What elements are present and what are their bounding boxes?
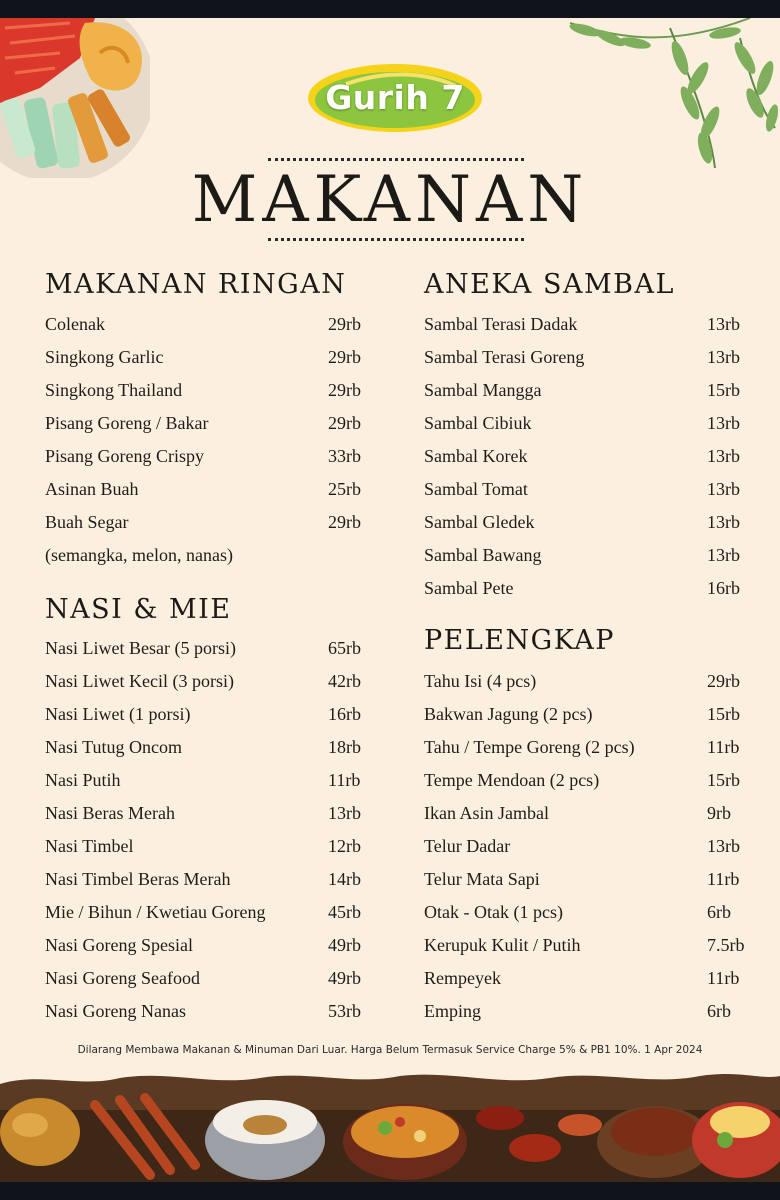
- list-item: Pisang Goreng Crispy 33rb: [45, 446, 361, 466]
- menu-page: [0, 18, 780, 1182]
- list-item: Nasi Timbel 12rb: [45, 836, 361, 856]
- list-item: Buah Segar 29rb: [45, 512, 361, 532]
- list-item: Tahu Isi (4 pcs) 29rb: [424, 671, 740, 691]
- list-item: Singkong Thailand 29rb: [45, 380, 361, 400]
- footer-note: Dilarang Membawa Makanan & Minuman Dari Luar. Harga Belum Termasuk Service Charge 5% & PB1 10%. 1 Apr 2024: [77, 1044, 703, 1056]
- list-item: Sambal Gledek 13rb: [424, 512, 740, 532]
- list-item: Sambal Bawang 13rb: [424, 545, 740, 565]
- section-title-makanan-ringan: MAKANAN RINGAN: [45, 269, 347, 300]
- list-item: Nasi Beras Merah 13rb: [45, 803, 361, 823]
- list-item: Bakwan Jagung (2 pcs) 15rb: [424, 704, 740, 724]
- list-item: Sambal Tomat 13rb: [424, 479, 740, 499]
- pelengkap-list: [424, 665, 764, 1028]
- aneka-sambal-list: [424, 308, 764, 605]
- makanan-ringan-list: [45, 308, 375, 572]
- list-item: Otak - Otak (1 pcs) 6rb: [424, 902, 731, 922]
- list-item: Nasi Liwet Besar (5 porsi) 65rb: [45, 638, 361, 658]
- list-item: Singkong Garlic 29rb: [45, 347, 361, 367]
- list-item: Tempe Mendoan (2 pcs) 15rb: [424, 770, 740, 790]
- list-item: Sambal Terasi Dadak 13rb: [424, 314, 740, 334]
- list-item: Sambal Terasi Goreng 13rb: [424, 347, 740, 367]
- list-item: (semangka, melon, nanas): [45, 545, 233, 565]
- list-item: Sambal Pete 16rb: [424, 578, 740, 598]
- list-item: Nasi Tutug Oncom 18rb: [45, 737, 361, 757]
- list-item: Emping 6rb: [424, 1001, 731, 1021]
- list-item: Kerupuk Kulit / Putih 7.5rb: [424, 935, 745, 955]
- divider-top: [268, 158, 524, 161]
- list-item: Telur Dadar 13rb: [424, 836, 740, 856]
- list-item: Asinan Buah 25rb: [45, 479, 361, 499]
- list-item: Nasi Goreng Spesial 49rb: [45, 935, 361, 955]
- section-title-aneka-sambal: ANEKA SAMBAL: [424, 269, 675, 300]
- list-item: Rempeyek 11rb: [424, 968, 740, 988]
- list-item: Pisang Goreng / Bakar 29rb: [45, 413, 361, 433]
- list-item: Sambal Cibiuk 13rb: [424, 413, 740, 433]
- list-item: Sambal Mangga 15rb: [424, 380, 740, 400]
- section-title-nasi-mie: NASI & MIE: [45, 594, 232, 625]
- list-item: Ikan Asin Jambal 9rb: [424, 803, 731, 823]
- list-item: Nasi Goreng Nanas 53rb: [45, 1001, 361, 1021]
- list-item: Nasi Putih 11rb: [45, 770, 361, 790]
- food-plate-icon: [0, 18, 150, 178]
- nasi-mie-list: [45, 632, 375, 1028]
- list-item: Nasi Liwet Kecil (3 porsi) 42rb: [45, 671, 361, 691]
- list-item: Nasi Goreng Seafood 49rb: [45, 968, 361, 988]
- divider-bottom: [268, 238, 524, 241]
- leaves-icon: [550, 18, 780, 178]
- brand-logo: [306, 62, 484, 134]
- section-title-pelengkap: PELENGKAP: [424, 625, 615, 656]
- list-item: Sambal Korek 13rb: [424, 446, 740, 466]
- food-dishes-strip: [0, 1070, 780, 1182]
- list-item: Tahu / Tempe Goreng (2 pcs) 11rb: [424, 737, 740, 757]
- list-item: Mie / Bihun / Kwetiau Goreng 45rb: [45, 902, 361, 922]
- list-item: Colenak 29rb: [45, 314, 361, 334]
- list-item: Telur Mata Sapi 11rb: [424, 869, 740, 889]
- list-item: Nasi Timbel Beras Merah 14rb: [45, 869, 361, 889]
- page-title: MAKANAN: [191, 163, 589, 237]
- brand-name: Gurih 7: [325, 78, 465, 117]
- list-item: Nasi Liwet (1 porsi) 16rb: [45, 704, 361, 724]
